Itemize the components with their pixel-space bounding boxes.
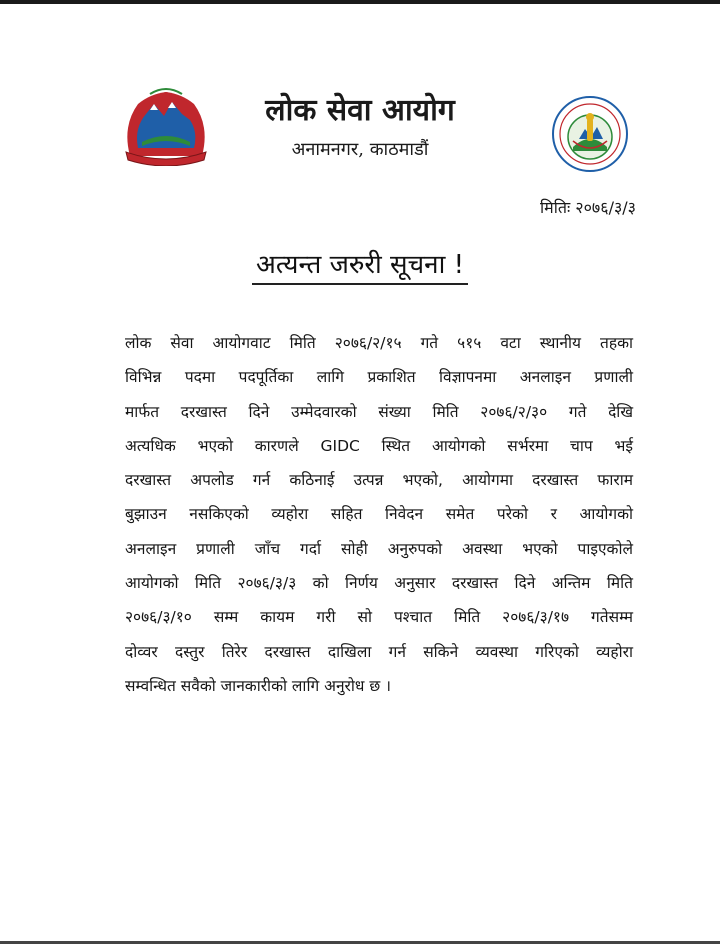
- body-line: सम्वन्धित सवैको जानकारीको लागि अनुरोध छ ।: [125, 676, 392, 695]
- notice-title: [0, 245, 720, 281]
- body-line: मार्फत दरखास्त दिने उम्मेदवारको संख्या मिति २०७६/२/३० गते देखि: [125, 402, 633, 421]
- body-line: अनलाइन प्रणाली जाँच गर्दा सोही अनुरुपको अवस्था भएको पाइएकोले: [125, 539, 633, 558]
- body-line: बुझाउन नसकिएको व्यहोरा सहित निवेदन समेत परेको र आयोगको: [125, 505, 633, 524]
- body-line: आयोगको मिति २०७६/३/३ को निर्णय अनुसार दरखास्त दिने अन्तिम मिति: [125, 574, 633, 593]
- notice-body: [125, 326, 633, 703]
- body-line: दोव्वर दस्तुर तिरेर दरखास्त दाखिला गर्न सकिने व्यवस्था गरिएको व्यहोरा: [125, 642, 633, 661]
- body-line: अत्यधिक भएको कारणले GIDC स्थित आयोगको सर्भरमा चाप भई: [125, 436, 633, 455]
- notice-title-text: अत्यन्त जरुरी सूचना !: [252, 250, 468, 285]
- notice-date: मितिः २०७६/३/३: [540, 198, 636, 217]
- body-line: दरखास्त अपलोड गर्न कठिनाई उत्पन्न भएको, आयोगमा दरखास्त फाराम: [125, 471, 633, 490]
- body-line: लोक सेवा आयोगवाट मिति २०७६/२/१५ गते ५१५ वटा स्थानीय तहका: [125, 334, 633, 352]
- body-line: २०७६/३/१० सम्म कायम गरी सो पश्चात मिति २०७६/३/१७ गतेसम्म: [125, 608, 633, 627]
- body-line: विभिन्न पदमा पदपूर्तिका लागि प्रकाशित विज्ञापनमा अनलाइन प्रणाली: [125, 368, 633, 387]
- org-name: लोक सेवा आयोग: [265, 93, 455, 128]
- top-border: [0, 0, 720, 4]
- org-address: अनामनगर, काठमाडौं: [291, 139, 429, 160]
